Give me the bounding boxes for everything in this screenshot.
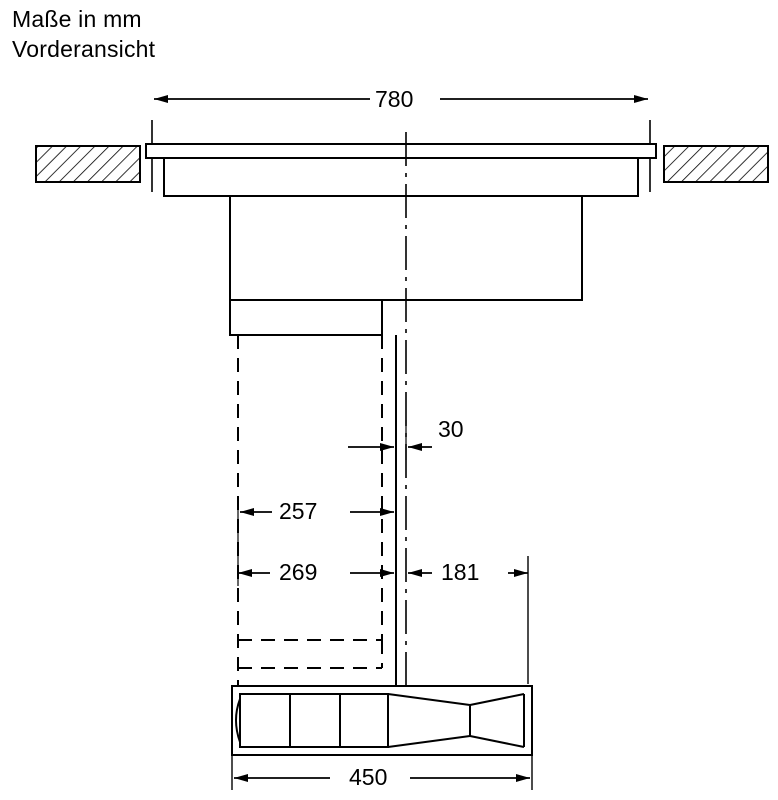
cooktop-plate: [146, 144, 656, 196]
dimension-label-780: 780: [371, 88, 417, 111]
title-line-1: Maße in mm: [12, 6, 142, 32]
dimension-label-30: 30: [434, 418, 468, 441]
blower-unit: [232, 686, 532, 755]
dimension-label-269: 269: [275, 561, 321, 584]
dimension-label-257: 257: [275, 500, 321, 523]
appliance-housing: [164, 196, 638, 335]
countertop-left: [36, 146, 140, 182]
dimension-30: [348, 420, 432, 460]
countertop-right: [664, 146, 768, 182]
dimension-label-450: 450: [345, 766, 391, 789]
dimension-label-181: 181: [437, 561, 483, 584]
title-line-2: Vorderansicht: [12, 36, 156, 62]
